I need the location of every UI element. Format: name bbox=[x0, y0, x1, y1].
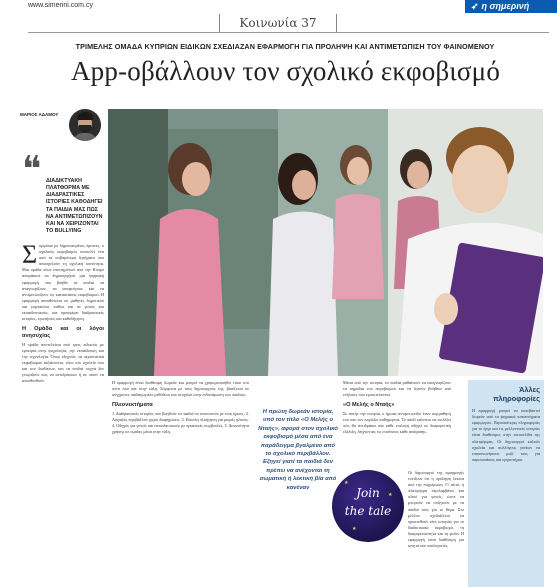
body-text: Η εφαρμογή μπορεί να κατεβαστεί δωρεάν από τα ψηφιακά καταστήματα εφαρμογών. Περισσότερες πληροφορίες για το έργο και τις μελλοντικές ιστορίες είναι διαθέσιμες στην ιστοσελίδα της πλατφόρμας. Οι δημιουργοί καλούν σχολεία και συλλόγους γονέων να επικοινωνήσουν μαζί τους για παρουσιάσεις και εργαστήρια. bbox=[472, 408, 540, 462]
logo-line-1: Join bbox=[356, 486, 380, 500]
kicker: ΤΡΙΜΕΛΗΣ ΟΜΑΔΑ ΚΥΠΡΙΩΝ ΕΙΔΙΚΩΝ ΣΧΕΔΙΑΖΑΝ ΕΦΑΡΜΟΓΗ ΓΙΑ ΠΡΟΛΗΨΗ ΚΑΙ ΑΝΤΙΜΕΤΩΠΙΣΗ ΤΟΥ ΦΑΙΝΟΜΕΝΟΥ bbox=[75, 42, 495, 51]
body-text: Σε αυτήν την ιστορία, ο ήρωας αντιμετωπίζει έναν συμμαθητή του που τον πειράζει καθημερινά. Το παιδί καλείται να επιλέξει πώς θα αντιδράσει και κάθε επιλογή οδηγεί σε διαφορετική εξέλιξη, δείχνοντας τις συνέπειες κάθε απόφασης. bbox=[343, 410, 451, 435]
section-title: Κοινωνία 37 bbox=[219, 14, 337, 32]
join-the-tale-logo bbox=[332, 470, 404, 542]
info-box bbox=[468, 380, 544, 587]
body-text: Η εφαρμογή είναι διαθέσιμη δωρεάν και μπορεί να χρησιμοποιηθεί τόσο στο σπίτι όσο και στην τάξη. Σύμφωνα με τους δημιουργούς της, βασίζεται σε σύγχρονες παιδαγωγικές μεθόδους και στοχεύει στην ενδυνάμωση των παιδιών. bbox=[112, 380, 249, 398]
headline: App-οβάλλουν τον σχολικό εκφοβισμό bbox=[70, 56, 501, 86]
article-column-1 bbox=[22, 240, 104, 386]
quote-icon: ❝ bbox=[22, 149, 42, 190]
info-box-title: Άλλες πληροφορίες bbox=[493, 385, 540, 403]
star-icon: ★ bbox=[344, 480, 349, 486]
newspaper-brand bbox=[465, 0, 557, 13]
subheading: Η Ομάδα και οι λόγοι ανησυχίας bbox=[22, 326, 104, 339]
body-text: Οι δημιουργοί της εφαρμογής τονίζουν ότι η πρόληψη ξεκινά από την ενημέρωση. Γι' αυτό, η πλατφόρμα περιλαμβάνει και υλικό για γονείς, ώστε να μπορούν να συζητούν με τα παιδιά τους για το θέμα. Στο μέλλον σχεδιάζεται να προστεθούν νέες ιστορίες για το διαδικτυακό εκφοβισμό, τη διαφορετικότητα και τη φιλία. Η εφαρμογή είναι διαθέσιμη για κινητά και υπολογιστές. bbox=[408, 470, 464, 549]
callout-quote: Η πρώτη δωρεάν ιστορία, υπό τον τίτλο «Ο Μελής ο Νταής», αφορά στον σχολικό εκφοβισμό μέσα από ένα παράδειγμα βγαλμένο από το σχολικό περιβάλλον. Εξηγεί γιατί τα παιδιά δεν πρέπει να ανέχονται τη σωματική ή λεκτική βία από κανέναν bbox=[258, 409, 338, 491]
article-column-2 bbox=[112, 380, 249, 437]
star-icon: ★ bbox=[388, 492, 393, 498]
logo-line-2: the tale bbox=[344, 504, 392, 518]
info-box-text bbox=[472, 408, 540, 463]
author-avatar bbox=[69, 109, 101, 141]
article-photo bbox=[108, 109, 543, 376]
subheading: Πλεονεκτήματα bbox=[112, 402, 153, 409]
article-column-4 bbox=[408, 470, 464, 551]
site-url: www.simerini.com.cy bbox=[28, 2, 93, 9]
dropcap: Σ bbox=[22, 240, 38, 269]
star-icon: ★ bbox=[352, 526, 357, 532]
brand-name: η σημερινή bbox=[481, 1, 530, 11]
pull-quote: ΔΙΑΔΙΚΤΥΑΚΗ ΠΛΑΤΦΟΡΜΑ ΜΕ ΔΙΑΔΡΑΣΤΙΚΕΣ ΙΣΤΟΡΙΕΣ ΚΑΘΟΔΗΓΕΙ ΤΑ ΠΑΙΔΙΑ ΜΑΣ ΠΩΣ ΝΑ ΑΝΤΙΜΕΤΩΠΙΖΟΥΝ ΚΑΙ ΝΑ ΧΕΙΡΙΖΟΝΤΑΙ ΤΟ BULLYING bbox=[46, 178, 103, 234]
bird-logo-icon: ➶ bbox=[471, 1, 479, 11]
header-rule bbox=[28, 32, 549, 33]
body-text: Μέσα από την ιστορία, τα παιδιά μαθαίνουν να αναγνωρίζουν τα σημάδια του εκφοβισμού και να ζητούν βοήθεια από ενήλικες που εμπιστεύονται. bbox=[343, 380, 451, 398]
author-name: ΜΑΡΙΟΣ ΑΔΑΜΟΥ bbox=[20, 112, 59, 117]
body-text: υμφώνα με δημοσιευμένες έρευνες, ο σχολικός εκφοβισμός αποτελεί ένα από τα σοβαρότερα ζητήματα που απασχολούν τη σχολική κοινότητα. Μια ομάδα νέων επιστημόνων από την Κύπρο αποφάσισε να δημιουργήσει μια ψηφιακή εφαρμογή που βοηθά τα παιδιά να αναγνωρίζουν, να αποφεύγουν και να αντιμετωπίζουν τις καταστάσεις εκφοβισμού. Η εφαρμογή απευθύνεται σε μαθητές δημοτικού και γυμνασίου, καθώς και σε γονείς και εκπαιδευτικούς, και προσφέρει διαδραστικές ιστορίες, ερωτήσεις και καθοδήγηση. bbox=[22, 243, 104, 322]
subheading: «Ο Μελής ο Νταής» bbox=[343, 402, 395, 409]
body-text: 1. Διαδραστικές ιστορίες που βοηθούν τα παιδιά να ταυτιστούν με τους ήρωες. 2. Ασφαλές περιβάλλον χωρίς διαφημίσεις. 3. Εύκολη πλοήγηση για μικρές ηλικίες. 4. Οδηγός για γονείς και εκπαιδευτικούς με πρακτικές συμβουλές. 5. Δυνατότητα χρήσης σε ομάδες μέσα στην τάξη. bbox=[112, 410, 249, 435]
body-text: Η ομάδα αποτελείται από τρεις ειδικούς με εμπειρία στην ψυχολογία, την εκπαίδευση και την τεχνολογία. Όπως εξηγούν, τα περιστατικά εκφοβισμού αυξάνονται, τόσο στο σχολείο όσο και στο διαδίκτυο, και τα παιδιά συχνά δεν γνωρίζουν πώς να αντιδράσουν ή σε ποιον να απευθυνθούν. bbox=[22, 341, 104, 384]
article-column-3 bbox=[343, 380, 451, 468]
page-topbar bbox=[0, 0, 557, 14]
